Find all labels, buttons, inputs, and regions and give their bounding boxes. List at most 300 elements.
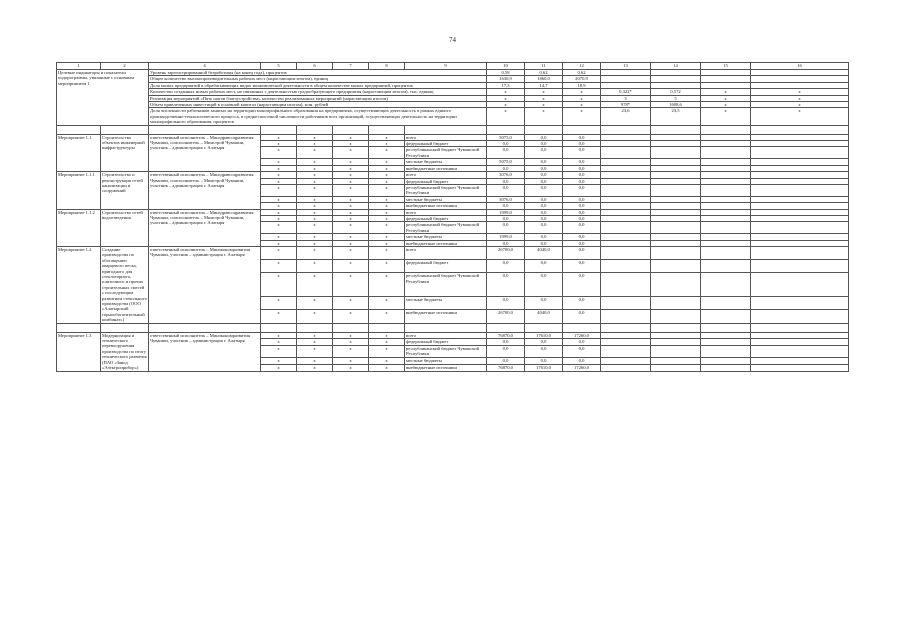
funding-value: 0,0 — [487, 184, 525, 196]
funding-value: 0,0 — [525, 141, 563, 147]
code-cell: x — [369, 134, 405, 140]
code-cell: x — [297, 339, 333, 346]
empty-cell — [651, 260, 701, 273]
measure-name: Создание производства по обогащению кварцевого песка, пригодного для стеклотарного, плиточного и прочих строительных смесей с последующим развитием стекольного производства (ООО «Алатырский горнообогатительный комбинат») — [102, 246, 147, 323]
indicator-value: 5 — [651, 95, 701, 101]
code-cell: x — [369, 196, 405, 202]
funding-source: внебюджетные источники — [405, 203, 487, 209]
measure-row — [57, 246, 849, 259]
empty-cell — [651, 222, 701, 234]
spacer-cell — [369, 125, 405, 134]
column-number: 10 — [487, 63, 525, 70]
column-number: 1 — [57, 63, 101, 70]
indicator-value: 18,9 — [563, 82, 601, 88]
spacer-cell — [487, 323, 525, 332]
spacer-cell — [651, 323, 701, 332]
empty-cell — [701, 147, 751, 159]
spacer-cell — [405, 323, 487, 332]
funding-value: 0,0 — [487, 178, 525, 184]
indicator-value: 978* — [601, 102, 651, 108]
code-cell: x — [333, 358, 369, 365]
funding-value: 26700,0 — [487, 246, 525, 259]
funding-value: 0,0 — [525, 240, 563, 246]
spacer-cell — [405, 125, 487, 134]
funding-source: республиканский бюджет Чувашской Республики — [405, 345, 487, 357]
empty-cell — [751, 339, 849, 346]
funding-value: 0,0 — [487, 203, 525, 209]
funding-value: 0,0 — [563, 246, 601, 259]
funding-value: 17610,0 — [525, 364, 563, 371]
code-cell: x — [369, 172, 405, 178]
code-cell: x — [261, 147, 297, 159]
code-cell: x — [261, 203, 297, 209]
empty-cell — [651, 339, 701, 346]
funding-value: 0,0 — [563, 159, 601, 165]
code-cell: x — [369, 339, 405, 346]
funding-value: 0,0 — [487, 165, 525, 171]
spacer-cell — [57, 125, 101, 134]
code-cell: x — [333, 209, 369, 215]
funding-value: 0,0 — [563, 339, 601, 346]
column-number: 2 — [101, 63, 149, 70]
code-cell: x — [333, 339, 369, 346]
code-cell: x — [261, 364, 297, 371]
funding-value: 0,0 — [525, 297, 563, 310]
spacer-cell — [101, 125, 149, 134]
funding-value: 0,0 — [563, 178, 601, 184]
empty-cell — [701, 332, 751, 339]
indicator-value: x — [751, 102, 849, 108]
spacer-cell — [751, 125, 849, 134]
code-cell: x — [297, 358, 333, 365]
funding-source: местные бюджеты — [405, 234, 487, 240]
measure-code: Мероприятие 1.1 — [57, 134, 101, 171]
empty-cell — [601, 310, 651, 323]
code-cell: x — [297, 196, 333, 202]
funding-value: 0,0 — [487, 358, 525, 365]
code-cell: x — [369, 165, 405, 171]
funding-source: федеральный бюджет — [405, 141, 487, 147]
funding-value: 76870,0 — [487, 332, 525, 339]
code-cell: x — [261, 339, 297, 346]
funding-value: 0,0 — [525, 234, 563, 240]
code-cell: x — [369, 364, 405, 371]
column-number: 5 — [261, 63, 297, 70]
code-cell: x — [261, 332, 297, 339]
funding-value: 0,0 — [525, 339, 563, 346]
spacer-cell — [525, 323, 563, 332]
empty-cell — [751, 222, 849, 234]
spacer-cell — [601, 323, 651, 332]
funding-value: 0,0 — [563, 240, 601, 246]
empty-cell — [651, 310, 701, 323]
funding-source: федеральный бюджет — [405, 339, 487, 346]
code-cell: x — [297, 297, 333, 310]
empty-cell — [701, 260, 751, 273]
code-cell: x — [369, 184, 405, 196]
indicator-value: 0,62 — [525, 70, 563, 76]
empty-cell — [651, 358, 701, 365]
code-cell: x — [297, 147, 333, 159]
code-cell: x — [369, 147, 405, 159]
indicator-value: x — [701, 102, 751, 108]
code-cell: x — [261, 141, 297, 147]
empty-cell — [701, 273, 751, 297]
funding-value: 0,0 — [525, 358, 563, 365]
funding-source: всего — [405, 246, 487, 259]
funding-value: 0,0 — [563, 345, 601, 357]
funding-source: местные бюджеты — [405, 196, 487, 202]
code-cell: x — [261, 234, 297, 240]
code-cell: x — [369, 345, 405, 357]
code-cell: x — [261, 215, 297, 221]
code-cell: x — [369, 178, 405, 184]
code-cell: x — [297, 141, 333, 147]
spacer-cell — [651, 125, 701, 134]
empty-cell — [701, 310, 751, 323]
empty-cell — [651, 147, 701, 159]
block-spacer — [57, 323, 849, 332]
code-cell: x — [297, 159, 333, 165]
indicator-value: x — [563, 102, 601, 108]
spacer-cell — [563, 125, 601, 134]
code-cell: x — [297, 246, 333, 259]
measure-responsible: ответственный исполнитель – Минэкономразвития Чувашии, участник – администрация г. Алатыря — [149, 332, 261, 371]
page-number: 74 — [449, 36, 456, 44]
funding-source: всего — [405, 172, 487, 178]
measure-name: Строительство и реконструкция сетей канализации и сооружений — [101, 172, 149, 209]
code-cell: x — [369, 297, 405, 310]
funding-source: внебюджетные источники — [405, 165, 487, 171]
block-spacer — [57, 125, 849, 134]
spacer-cell — [601, 125, 651, 134]
code-cell: x — [297, 240, 333, 246]
code-cell: x — [261, 159, 297, 165]
funding-value: 0,0 — [525, 215, 563, 221]
empty-cell — [651, 364, 701, 371]
indicator-name: Доля малых предприятий в обрабатывающих видах экономической деятельности в общем количестве малых предприятий, процентов — [149, 82, 487, 88]
funding-value: 0,0 — [525, 209, 563, 215]
indicator-value: x — [563, 108, 601, 125]
measure-row — [57, 332, 849, 339]
empty-cell — [601, 147, 651, 159]
funding-value: 26700,0 — [487, 310, 525, 323]
spacer-cell — [333, 323, 369, 332]
spacer-cell — [751, 323, 849, 332]
code-cell: x — [261, 196, 297, 202]
indicator-value: x — [563, 95, 601, 101]
spacer-cell — [101, 323, 149, 332]
code-cell: x — [369, 141, 405, 147]
indicator-value: x — [701, 89, 751, 95]
funding-value: 0,0 — [487, 297, 525, 310]
empty-cell — [751, 184, 849, 196]
funding-value: 76870,0 — [487, 364, 525, 371]
code-cell: x — [261, 222, 297, 234]
funding-source: федеральный бюджет — [405, 215, 487, 221]
funding-source: всего — [405, 332, 487, 339]
funding-value: 17260,0 — [563, 364, 601, 371]
empty-cell — [601, 332, 651, 339]
funding-value: 0,0 — [563, 196, 601, 202]
table-body — [57, 63, 849, 372]
indicator-value: x — [701, 95, 751, 101]
empty-cell — [751, 147, 849, 159]
empty-cell — [701, 246, 751, 259]
funding-value: 0,0 — [563, 165, 601, 171]
funding-source: внебюджетные источники — [405, 310, 487, 323]
code-cell: x — [369, 234, 405, 240]
column-number: 7 — [333, 63, 369, 70]
code-cell: x — [297, 184, 333, 196]
code-cell: x — [369, 358, 405, 365]
measure-responsible: ответственный исполнитель – Минздравсоцразвития Чувашии, соисполнитель – Минстрой Чувашии, участник – администрация г. Алатыря — [149, 209, 261, 246]
funding-source: республиканский бюджет Чувашской Республики — [405, 222, 487, 234]
code-cell: x — [369, 222, 405, 234]
code-cell: x — [333, 172, 369, 178]
funding-value: 0,0 — [563, 184, 601, 196]
code-cell: x — [333, 215, 369, 221]
empty-cell — [701, 364, 751, 371]
indicator-value: 0,572 — [651, 89, 701, 95]
indicator-row — [57, 108, 849, 125]
indicator-name: Реализация мероприятий «Пять шагов благоустройства» количество реализованных мероприятий (нарастающим итогом) — [149, 95, 487, 101]
funding-value: 0,0 — [525, 147, 563, 159]
spacer-cell — [701, 323, 751, 332]
indicator-value: 0,322* — [601, 89, 651, 95]
funding-value: 0,0 — [487, 147, 525, 159]
column-number: 4 — [149, 63, 261, 70]
empty-cell — [651, 184, 701, 196]
code-cell: x — [369, 246, 405, 259]
indicator-value: 1630,9 — [487, 76, 525, 82]
empty-cell — [601, 358, 651, 365]
indicator-value: x — [487, 89, 525, 95]
funding-value: 0,0 — [525, 345, 563, 357]
measure-name: Строительство сетей водоотведения — [101, 209, 149, 246]
indicator-value: 0,62 — [563, 70, 601, 76]
funding-value: 0,0 — [563, 273, 601, 297]
funding-value: 0,0 — [525, 172, 563, 178]
empty-cell — [651, 297, 701, 310]
funding-value: 0,0 — [487, 345, 525, 357]
empty-cell — [601, 184, 651, 196]
funding-value: 0,0 — [525, 222, 563, 234]
indicator-name: Общее количество высокопроизводительных рабочих мест (нарастающим итогом), единиц — [149, 76, 487, 82]
code-cell: x — [297, 260, 333, 273]
spacer-cell — [57, 323, 101, 332]
funding-value: 0,0 — [563, 297, 601, 310]
funding-value: 0,0 — [525, 184, 563, 196]
code-cell: x — [261, 310, 297, 323]
empty-cell — [651, 332, 701, 339]
code-cell: x — [333, 184, 369, 196]
empty-cell — [701, 358, 751, 365]
code-cell: x — [333, 222, 369, 234]
empty-cell — [701, 339, 751, 346]
indicator-value: 3 — [601, 95, 651, 101]
funding-value: 17260,0 — [563, 332, 601, 339]
code-cell: x — [369, 215, 405, 221]
indicator-value: x — [487, 95, 525, 101]
code-cell: x — [333, 364, 369, 371]
code-cell: x — [333, 260, 369, 273]
empty-cell — [751, 310, 849, 323]
code-cell: x — [333, 234, 369, 240]
code-cell: x — [261, 273, 297, 297]
empty-cell — [651, 345, 701, 357]
funding-value: 0,0 — [525, 165, 563, 171]
code-cell: x — [297, 364, 333, 371]
spacer-cell — [701, 125, 751, 134]
code-cell: x — [369, 260, 405, 273]
funding-value: 0,0 — [563, 141, 601, 147]
indicator-name: Количество созданных новых рабочих мест, не связанных с деятельностью градообразующего предприятия (нарастающим итогом), тыс. единиц — [149, 89, 487, 95]
code-cell: x — [261, 358, 297, 365]
funding-source: всего — [405, 134, 487, 140]
empty-cell — [701, 222, 751, 234]
funding-source: республиканский бюджет Чувашской Республики — [405, 184, 487, 196]
funding-value: 0,0 — [525, 159, 563, 165]
code-cell: x — [333, 240, 369, 246]
funding-value: 3076,0 — [487, 172, 525, 178]
indicator-value: x — [525, 102, 563, 108]
code-cell: x — [261, 184, 297, 196]
column-number: 13 — [601, 63, 651, 70]
funding-value: 17610,0 — [525, 332, 563, 339]
measure-name: Строительство объектов инженерной инфраструктуры — [101, 134, 149, 171]
empty-cell — [601, 345, 651, 357]
funding-value: 0,0 — [487, 141, 525, 147]
funding-value: 4040,0 — [525, 310, 563, 323]
empty-cell — [601, 222, 651, 234]
funding-value: 0,0 — [525, 203, 563, 209]
funding-value: 1999,0 — [487, 234, 525, 240]
code-cell: x — [333, 196, 369, 202]
code-cell: x — [333, 134, 369, 140]
empty-cell — [751, 297, 849, 310]
funding-source: республиканский бюджет Чувашской Республики — [405, 273, 487, 297]
indicator-name: Уровень зарегистрированной безработицы (на конец года), процентов — [149, 70, 487, 76]
column-number: 11 — [525, 63, 563, 70]
empty-cell — [701, 297, 751, 310]
indicator-value: x — [751, 108, 849, 125]
code-cell: x — [333, 246, 369, 259]
spacer-cell — [333, 125, 369, 134]
funding-value: 5075,0 — [487, 159, 525, 165]
column-number-row — [57, 63, 849, 70]
spacer-cell — [297, 323, 333, 332]
code-cell: x — [261, 345, 297, 357]
spacer-cell — [149, 125, 261, 134]
spacer-cell — [563, 323, 601, 332]
empty-cell — [701, 184, 751, 196]
empty-cell — [751, 260, 849, 273]
indicator-value: 1608,6 — [651, 102, 701, 108]
funding-value: 0,0 — [525, 134, 563, 140]
indicator-value: 23,5 — [651, 108, 701, 125]
indicator-value: x — [487, 108, 525, 125]
indicator-name: Объем привлеченных инвестиций в основной капитал (нарастающим итогом), млн. рублей — [149, 102, 487, 108]
code-cell: x — [297, 172, 333, 178]
funding-value: 0,0 — [487, 339, 525, 346]
indicators-label: Целевые индикаторы и показатели подпрограммы, увязанные с основным мероприятием 1 — [57, 70, 149, 126]
funding-value: 0,0 — [563, 260, 601, 273]
column-number: 9 — [405, 63, 487, 70]
funding-value: 0,0 — [563, 310, 601, 323]
funding-value: 0,0 — [563, 222, 601, 234]
empty-cell — [701, 345, 751, 357]
spacer-cell — [525, 125, 563, 134]
funding-value: 0,0 — [563, 234, 601, 240]
funding-source: местные бюджеты — [405, 159, 487, 165]
code-cell: x — [369, 209, 405, 215]
spacer-cell — [297, 125, 333, 134]
funding-value: 0,0 — [563, 172, 601, 178]
funding-value: 0,0 — [487, 273, 525, 297]
funding-source: внебюджетные источники — [405, 240, 487, 246]
code-cell: x — [297, 203, 333, 209]
funding-value: 5075,0 — [487, 134, 525, 140]
empty-cell — [751, 345, 849, 357]
code-cell: x — [297, 310, 333, 323]
funding-value: 0,0 — [525, 260, 563, 273]
funding-value: 4040,0 — [525, 246, 563, 259]
column-number: 12 — [563, 63, 601, 70]
code-cell: x — [297, 345, 333, 357]
empty-cell — [751, 358, 849, 365]
measure-code: Мероприятие 1.3 — [57, 332, 101, 371]
empty-cell — [601, 260, 651, 273]
indicator-value: 0,58 — [487, 70, 525, 76]
code-cell: x — [261, 134, 297, 140]
column-number: 8 — [369, 63, 405, 70]
funding-source: всего — [405, 209, 487, 215]
code-cell: x — [333, 310, 369, 323]
empty-cell — [751, 246, 849, 259]
measure-code: Мероприятие 1.1.1 — [57, 172, 101, 209]
code-cell: x — [261, 246, 297, 259]
code-cell: x — [297, 178, 333, 184]
code-cell: x — [369, 203, 405, 209]
empty-cell — [601, 364, 651, 371]
funding-value: 0,0 — [487, 240, 525, 246]
funding-value: 0,0 — [487, 215, 525, 221]
indicator-value: 14,7 — [525, 82, 563, 88]
code-cell: x — [297, 215, 333, 221]
code-cell: x — [297, 209, 333, 215]
funding-value: 3076,0 — [487, 196, 525, 202]
spacer-cell — [261, 125, 297, 134]
code-cell: x — [297, 332, 333, 339]
column-number: 15 — [701, 63, 751, 70]
code-cell: x — [333, 159, 369, 165]
spacer-cell — [369, 323, 405, 332]
measure-responsible: ответственный исполнитель – Минэкономразвития Чувашии, участник – администрация г. Алатыря — [149, 246, 261, 323]
code-cell: x — [297, 234, 333, 240]
indicator-value: x — [751, 89, 849, 95]
code-cell: x — [261, 240, 297, 246]
empty-cell — [751, 273, 849, 297]
program-table — [56, 62, 849, 372]
code-cell: x — [333, 141, 369, 147]
code-cell: x — [297, 165, 333, 171]
code-cell: x — [261, 209, 297, 215]
indicator-value: 1860,0 — [525, 76, 563, 82]
code-cell: x — [369, 273, 405, 297]
column-number: 16 — [751, 63, 849, 70]
column-number: 14 — [651, 63, 701, 70]
